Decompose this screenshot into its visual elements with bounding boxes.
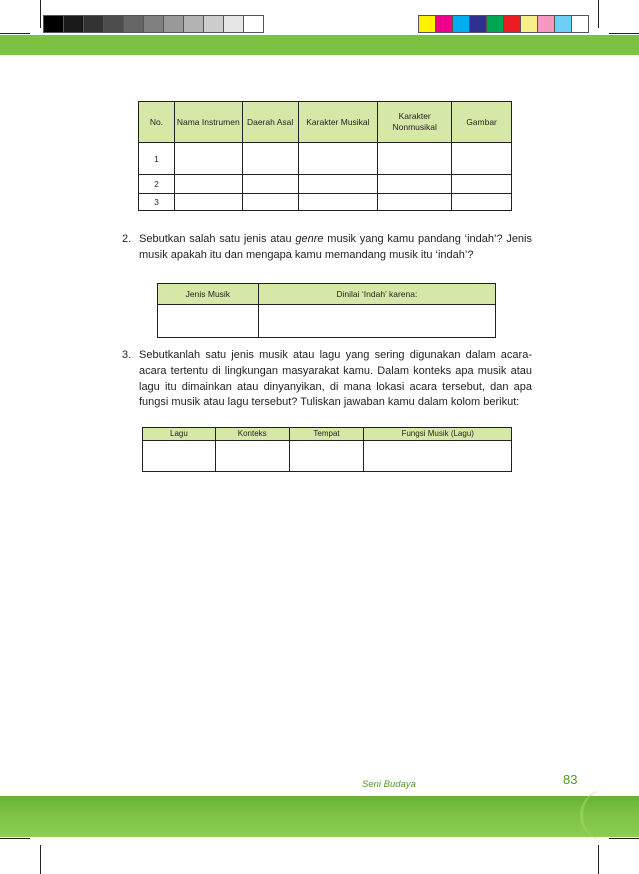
answer-cell[interactable] [215,441,289,472]
table-row [143,441,512,472]
column-header: Karakter Nonmusikal [378,102,452,143]
row-number: 1 [139,143,175,175]
column-header: No. [139,102,175,143]
column-header: Lagu [143,428,216,441]
calibration-swatch [124,16,144,32]
question-number: 3. [122,349,132,361]
answer-cell[interactable] [174,194,242,211]
bottom-footer-band [0,796,639,837]
answer-cell[interactable] [298,143,378,175]
column-header: Konteks [215,428,289,441]
answer-cell[interactable] [158,305,259,338]
answer-cell[interactable] [143,441,216,472]
answer-cell[interactable] [298,194,378,211]
calibration-swatch [436,16,453,32]
column-header: Daerah Asal [242,102,298,143]
calibration-swatch [453,16,470,32]
genre-table [157,283,496,338]
answer-cell[interactable] [298,175,378,194]
crop-mark [609,838,639,839]
row-number: 2 [139,175,175,194]
calibration-swatch [224,16,244,32]
answer-cell[interactable] [258,305,495,338]
calibration-swatch [104,16,124,32]
calibration-swatch [244,16,263,32]
answer-cell[interactable] [242,194,298,211]
color-calibration-bar [418,15,589,33]
page-number: 83 [563,772,578,787]
column-header: Fungsi Musik (Lagu) [364,428,512,441]
answer-cell[interactable] [452,194,512,211]
calibration-swatch [538,16,555,32]
answer-cell[interactable] [242,143,298,175]
crop-mark [609,33,639,34]
calibration-swatch [144,16,164,32]
crop-mark [40,845,41,874]
calibration-swatch [470,16,487,32]
answer-cell[interactable] [174,143,242,175]
table-row [158,305,496,338]
calibration-swatch [419,16,436,32]
calibration-swatch [64,16,84,32]
calibration-swatch [572,16,588,32]
crop-mark [598,0,599,28]
top-header-band [0,35,639,55]
answer-cell[interactable] [378,143,452,175]
calibration-swatch [487,16,504,32]
calibration-swatch [44,16,64,32]
column-header: Nama Instrumen [174,102,242,143]
calibration-swatch [84,16,104,32]
answer-cell[interactable] [452,143,512,175]
calibration-swatch [521,16,538,32]
question-text-part: Sebutkan salah satu jenis atau [139,233,296,245]
question-text [139,232,532,264]
question-text-italic: genre [295,233,324,245]
table-row [139,194,512,211]
answer-cell[interactable] [242,175,298,194]
column-header: Dinilai ‘Indah’ karena: [258,284,495,305]
crop-mark [598,845,599,874]
table-row [139,143,512,175]
column-header: Tempat [289,428,364,441]
answer-cell[interactable] [452,175,512,194]
answer-cell[interactable] [378,194,452,211]
calibration-swatch [504,16,521,32]
question-number: 2. [122,233,132,245]
song-context-table [142,427,512,472]
column-header: Gambar [452,102,512,143]
question-text-part: musik yang kamu pandang ‘indah’? Jenis musik apakah itu dan mengapa kamu memandang musik itu ‘indah’? [139,233,532,261]
crop-mark [40,0,41,28]
book-title: Seni Budaya [362,779,416,790]
crop-mark [0,838,30,839]
calibration-swatch [555,16,572,32]
grayscale-calibration-bar [43,15,264,33]
crop-mark [0,33,30,34]
instrument-table [138,101,512,211]
answer-cell[interactable] [289,441,364,472]
table-row [139,175,512,194]
column-header: Jenis Musik [158,284,259,305]
calibration-swatch [164,16,184,32]
answer-cell[interactable] [364,441,512,472]
answer-cell[interactable] [174,175,242,194]
answer-cell[interactable] [378,175,452,194]
column-header: Karakter Musikal [298,102,378,143]
question-text: Sebutkanlah satu jenis musik atau lagu yang sering digunakan dalam acara-acara tertentu di lingkungan masyarakat kamu. Dalam konteks apa musik atau lagu itu dimainkan atau dinyanyikan, di mana lokasi acara tersebut, dan apa fungsi musik atau lagu tersebut? Tuliskan jawaban kamu dalam kolom berikut: [139,349,532,409]
calibration-swatch [184,16,204,32]
calibration-swatch [204,16,224,32]
row-number: 3 [139,194,175,211]
